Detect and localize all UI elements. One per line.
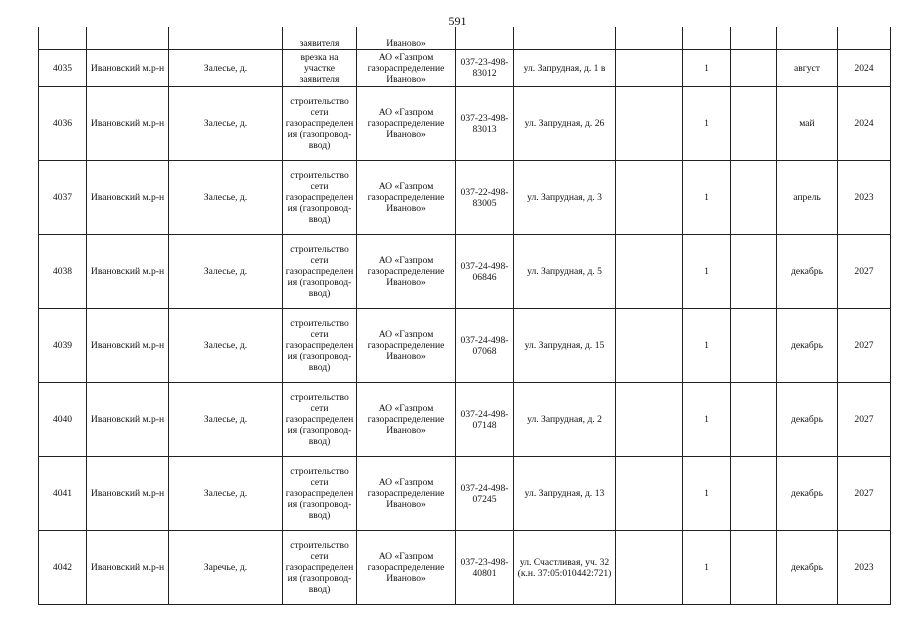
cell-year: 2027 (838, 235, 891, 309)
cell-address (514, 27, 616, 50)
cell-month: август (777, 50, 838, 87)
cell-settlement: Залесье, д. (169, 383, 283, 457)
cell-address: ул. Запрудная, д. 26 (514, 87, 616, 161)
cell-work-type: строительство сети газораспределения (газопровод-ввод) (283, 383, 357, 457)
table-row (39, 50, 891, 87)
cell-code: 037-24-498-06846 (456, 235, 514, 309)
cell-month: декабрь (777, 309, 838, 383)
cell-month: декабрь (777, 235, 838, 309)
cell-empty (731, 27, 777, 50)
cell-empty (616, 457, 683, 531)
table-body (39, 27, 891, 605)
cell-code: 037-24-498-07245 (456, 457, 514, 531)
cell-code: 037-23-498-40801 (456, 531, 514, 605)
cell-empty (616, 27, 683, 50)
cell-organization: АО «Газпром газораспределение Иваново» (357, 235, 456, 309)
cell-address: ул. Запрудная, д. 3 (514, 161, 616, 235)
cell-work-type: строительство сети газораспределения (газопровод-ввод) (283, 87, 357, 161)
cell-organization: АО «Газпром газораспределение Иваново» (357, 50, 456, 87)
cell-organization: АО «Газпром газораспределение Иваново» (357, 457, 456, 531)
cell-code: 037-23-498-83013 (456, 87, 514, 161)
cell-count: 1 (683, 235, 731, 309)
cell-empty (731, 50, 777, 87)
cell-address: ул. Запрудная, д. 5 (514, 235, 616, 309)
cell-empty (616, 50, 683, 87)
cell-district: Ивановский м.р-н (87, 309, 169, 383)
cell-district (87, 27, 169, 50)
table-row-continued (39, 27, 891, 50)
cell-organization: Иваново» (357, 27, 456, 50)
cell-year: 2027 (838, 383, 891, 457)
cell-id: 4039 (39, 309, 87, 383)
cell-settlement: Залесье, д. (169, 50, 283, 87)
cell-year: 2024 (838, 50, 891, 87)
cell-district: Ивановский м.р-н (87, 383, 169, 457)
cell-work-type: строительство сети газораспределения (газопровод-ввод) (283, 161, 357, 235)
cell-month: декабрь (777, 531, 838, 605)
cell-code: 037-24-498-07148 (456, 383, 514, 457)
table-row (39, 457, 891, 531)
cell-empty (731, 309, 777, 383)
cell-id: 4038 (39, 235, 87, 309)
cell-year: 2027 (838, 309, 891, 383)
cell-organization: АО «Газпром газораспределение Иваново» (357, 87, 456, 161)
cell-district: Ивановский м.р-н (87, 87, 169, 161)
cell-code: 037-22-498-83005 (456, 161, 514, 235)
cell-year: 2024 (838, 87, 891, 161)
cell-address: ул. Запрудная, д. 2 (514, 383, 616, 457)
cell-month: май (777, 87, 838, 161)
cell-code: 037-23-498-83012 (456, 50, 514, 87)
cell-id: 4035 (39, 50, 87, 87)
table-row (39, 309, 891, 383)
cell-address: ул. Счастливая, уч. 32 (к.н. 37:05:010442:721) (514, 531, 616, 605)
cell-empty (616, 161, 683, 235)
cell-count: 1 (683, 309, 731, 383)
cell-count: 1 (683, 161, 731, 235)
cell-year: 2023 (838, 531, 891, 605)
table-row (39, 235, 891, 309)
cell-settlement: Залесье, д. (169, 161, 283, 235)
cell-count: 1 (683, 383, 731, 457)
cell-empty (616, 235, 683, 309)
cell-work-type: строительство сети газораспределения (газопровод-ввод) (283, 309, 357, 383)
page-number: 591 (448, 14, 467, 28)
cell-settlement: Залесье, д. (169, 235, 283, 309)
cell-address: ул. Запрудная, д. 13 (514, 457, 616, 531)
cell-code: 037-24-498-07068 (456, 309, 514, 383)
cell-settlement: Залесье, д. (169, 309, 283, 383)
cell-empty (731, 457, 777, 531)
cell-month: декабрь (777, 457, 838, 531)
cell-count: 1 (683, 50, 731, 87)
cell-empty (731, 161, 777, 235)
cell-count (683, 27, 731, 50)
cell-empty (616, 87, 683, 161)
cell-district: Ивановский м.р-н (87, 50, 169, 87)
table-row (39, 383, 891, 457)
cell-district: Ивановский м.р-н (87, 161, 169, 235)
table-row (39, 87, 891, 161)
cell-count: 1 (683, 531, 731, 605)
cell-settlement: Залесье, д. (169, 87, 283, 161)
cell-organization: АО «Газпром газораспределение Иваново» (357, 383, 456, 457)
cell-empty (731, 235, 777, 309)
cell-district: Ивановский м.р-н (87, 531, 169, 605)
cell-empty (731, 383, 777, 457)
table-row (39, 531, 891, 605)
cell-work-type: строительство сети газораспределения (газопровод-ввод) (283, 457, 357, 531)
cell-settlement: Залесье, д. (169, 457, 283, 531)
cell-id: 4037 (39, 161, 87, 235)
cell-work-type: заявителя (283, 27, 357, 50)
cell-month (777, 27, 838, 50)
cell-address: ул. Запрудная, д. 1 в (514, 50, 616, 87)
cell-id: 4041 (39, 457, 87, 531)
cell-id (39, 27, 87, 50)
cell-organization: АО «Газпром газораспределение Иваново» (357, 309, 456, 383)
cell-organization: АО «Газпром газораспределение Иваново» (357, 531, 456, 605)
table-row (39, 161, 891, 235)
cell-id: 4042 (39, 531, 87, 605)
cell-work-type: строительство сети газораспределения (газопровод-ввод) (283, 531, 357, 605)
cell-empty (616, 309, 683, 383)
cell-empty (731, 87, 777, 161)
cell-month: декабрь (777, 383, 838, 457)
cell-organization: АО «Газпром газораспределение Иваново» (357, 161, 456, 235)
cell-work-type: строительство сети газораспределения (газопровод-ввод) (283, 235, 357, 309)
cell-count: 1 (683, 457, 731, 531)
cell-district: Ивановский м.р-н (87, 235, 169, 309)
cell-year: 2023 (838, 161, 891, 235)
cell-empty (731, 531, 777, 605)
registry-table (38, 27, 891, 605)
cell-year (838, 27, 891, 50)
cell-empty (616, 383, 683, 457)
cell-month: апрель (777, 161, 838, 235)
cell-id: 4040 (39, 383, 87, 457)
cell-settlement: Заречье, д. (169, 531, 283, 605)
cell-work-type: врезка на участке заявителя (283, 50, 357, 87)
cell-address: ул. Запрудная, д. 15 (514, 309, 616, 383)
cell-year: 2027 (838, 457, 891, 531)
cell-code (456, 27, 514, 50)
cell-district: Ивановский м.р-н (87, 457, 169, 531)
cell-id: 4036 (39, 87, 87, 161)
cell-count: 1 (683, 87, 731, 161)
cell-settlement (169, 27, 283, 50)
cell-empty (616, 531, 683, 605)
